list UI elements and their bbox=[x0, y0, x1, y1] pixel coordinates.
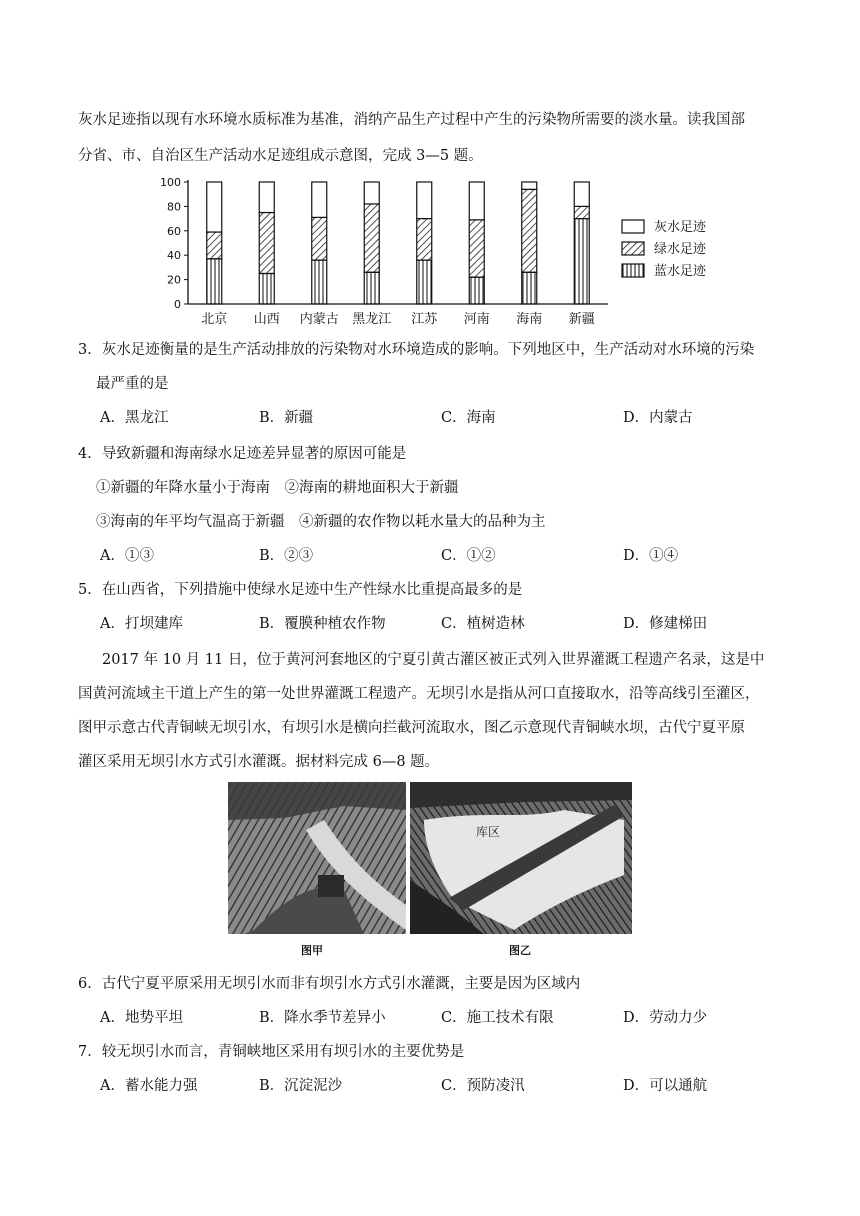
x-tick-label: 海南 bbox=[516, 312, 543, 327]
figure-caption-a: 图甲 bbox=[301, 944, 323, 957]
bar-segment bbox=[469, 220, 484, 277]
option-d[interactable]: D．①④ bbox=[623, 548, 679, 564]
question-stem: 5．在山西省，下列措施中使绿水足迹中生产性绿水比重提高最多的是 bbox=[78, 582, 523, 598]
x-tick-label: 山西 bbox=[253, 312, 280, 327]
y-tick-label: 100 bbox=[160, 176, 181, 189]
option-b[interactable]: B．降水季节差异小 bbox=[259, 1010, 386, 1026]
question-stem: 3．灰水足迹衡量的是生产活动排放的污染物对水环境造成的影响。下列地区中，生产活动对水环境的污染 bbox=[78, 342, 755, 358]
bar-segment bbox=[574, 219, 589, 304]
option-a[interactable]: A．①③ bbox=[100, 548, 154, 564]
bar-segment bbox=[312, 217, 327, 260]
figure-caption-b: 图乙 bbox=[509, 944, 531, 957]
bar-segment bbox=[417, 260, 432, 304]
x-tick-label: 内蒙古 bbox=[299, 312, 339, 327]
bar-segment bbox=[522, 272, 537, 304]
option-a[interactable]: A．黑龙江 bbox=[100, 410, 169, 426]
x-tick-label: 河南 bbox=[463, 312, 490, 327]
legend-label: 灰水足迹 bbox=[654, 220, 707, 235]
statement-line: ③海南的年平均气温高于新疆 ④新疆的农作物以耗水量大的品种为主 bbox=[96, 514, 546, 530]
question-stem: 7．较无坝引水而言，青铜峡地区采用有坝引水的主要优势是 bbox=[78, 1044, 465, 1060]
figure-label-kuqu: 库区 bbox=[476, 825, 501, 839]
y-tick-label: 20 bbox=[167, 273, 181, 287]
intro-line: 图甲示意古代青铜峡无坝引水，有坝引水是横向拦截河流取水，图乙示意现代青铜峡水坝，古代宁夏平原 bbox=[78, 720, 745, 736]
bar-segment bbox=[259, 213, 274, 274]
question-stem: 6．古代宁夏平原采用无坝引水而非有坝引水方式引水灌溉，主要是因为区域内 bbox=[78, 976, 581, 992]
option-d[interactable]: D．内蒙古 bbox=[623, 410, 693, 426]
intro-line: 灰水足迹指以现有水环境水质标准为基准，消纳产品生产过程中产生的污染物所需要的淡水量。读我国部 bbox=[78, 112, 745, 128]
option-a[interactable]: A．地势平坦 bbox=[100, 1010, 183, 1026]
bar-segment bbox=[574, 182, 589, 206]
legend-label: 蓝水足迹 bbox=[654, 264, 707, 279]
chart-legend bbox=[622, 219, 707, 279]
option-c[interactable]: C．海南 bbox=[441, 410, 496, 426]
y-tick-label: 0 bbox=[174, 298, 181, 311]
option-d[interactable]: D．可以通航 bbox=[623, 1078, 708, 1094]
legend-swatch bbox=[622, 220, 644, 233]
bar-segment bbox=[522, 182, 537, 189]
option-b[interactable]: B．沉淀泥沙 bbox=[259, 1078, 343, 1094]
bar-segment bbox=[364, 204, 379, 272]
option-c[interactable]: C．预防凌汛 bbox=[441, 1078, 525, 1094]
bar-segment bbox=[364, 182, 379, 204]
bar-segment bbox=[469, 182, 484, 220]
intro-line: 灌区采用无坝引水方式引水灌溉。据材料完成 6—8 题。 bbox=[78, 754, 440, 770]
x-tick-label: 北京 bbox=[201, 312, 228, 327]
water-footprint-chart bbox=[150, 170, 730, 330]
y-tick-label: 80 bbox=[167, 200, 181, 214]
x-tick-label: 新疆 bbox=[568, 312, 595, 327]
option-d[interactable]: D．劳动力少 bbox=[623, 1010, 708, 1026]
figure-b-image bbox=[410, 782, 632, 934]
option-b[interactable]: B．②③ bbox=[259, 548, 314, 564]
y-tick-label: 40 bbox=[167, 249, 181, 263]
option-a[interactable]: A．打坝建库 bbox=[100, 616, 183, 632]
option-c[interactable]: C．植树造林 bbox=[441, 616, 525, 632]
legend-label: 绿水足迹 bbox=[654, 242, 707, 257]
bar-segment bbox=[574, 206, 589, 218]
chart-axes bbox=[160, 176, 608, 311]
statement-line: ①新疆的年降水量小于海南 ②海南的耕地面积大于新疆 bbox=[96, 480, 459, 496]
option-c[interactable]: C．施工技术有限 bbox=[441, 1010, 554, 1026]
legend-swatch bbox=[622, 264, 644, 277]
intro-line: 2017 年 10 月 11 日，位于黄河河套地区的宁夏引黄古灌区被正式列入世界灌溉工程遗产名录，这是中 bbox=[102, 652, 765, 668]
x-tick-label: 黑龙江 bbox=[352, 312, 392, 327]
y-tick-label: 60 bbox=[167, 224, 181, 238]
bar-segment bbox=[469, 277, 484, 304]
chart-x-labels bbox=[201, 311, 595, 327]
option-c[interactable]: C．①② bbox=[441, 548, 496, 564]
figure-a-image bbox=[228, 782, 406, 934]
qingtongxia-figure bbox=[224, 780, 636, 960]
option-d[interactable]: D．修建梯田 bbox=[623, 616, 708, 632]
question-stem: 最严重的是 bbox=[96, 376, 169, 392]
chart-bars bbox=[207, 182, 590, 304]
legend-swatch bbox=[622, 242, 644, 255]
option-b[interactable]: B．新疆 bbox=[259, 410, 314, 426]
x-tick-label: 江苏 bbox=[411, 312, 438, 327]
bar-segment bbox=[417, 219, 432, 260]
intro-line: 国黄河流域主干道上产生的第一处世界灌溉工程遗产。无坝引水是指从河口直接取水，沿等高线引至灌区， bbox=[78, 686, 760, 702]
intro-line: 分省、市、自治区生产活动水足迹组成示意图，完成 3—5 题。 bbox=[78, 148, 483, 164]
bar-segment bbox=[207, 232, 222, 259]
bar-segment bbox=[364, 272, 379, 304]
bar-segment bbox=[259, 274, 274, 305]
question-stem: 4．导致新疆和海南绿水足迹差异显著的原因可能是 bbox=[78, 446, 407, 462]
option-b[interactable]: B．覆膜种植农作物 bbox=[259, 616, 386, 632]
bar-segment bbox=[207, 182, 222, 232]
option-a[interactable]: A．蓄水能力强 bbox=[100, 1078, 198, 1094]
bar-segment bbox=[522, 189, 537, 272]
bar-segment bbox=[417, 182, 432, 219]
bar-segment bbox=[312, 182, 327, 217]
bar-segment bbox=[207, 259, 222, 304]
bar-segment bbox=[312, 260, 327, 304]
bar-segment bbox=[259, 182, 274, 213]
